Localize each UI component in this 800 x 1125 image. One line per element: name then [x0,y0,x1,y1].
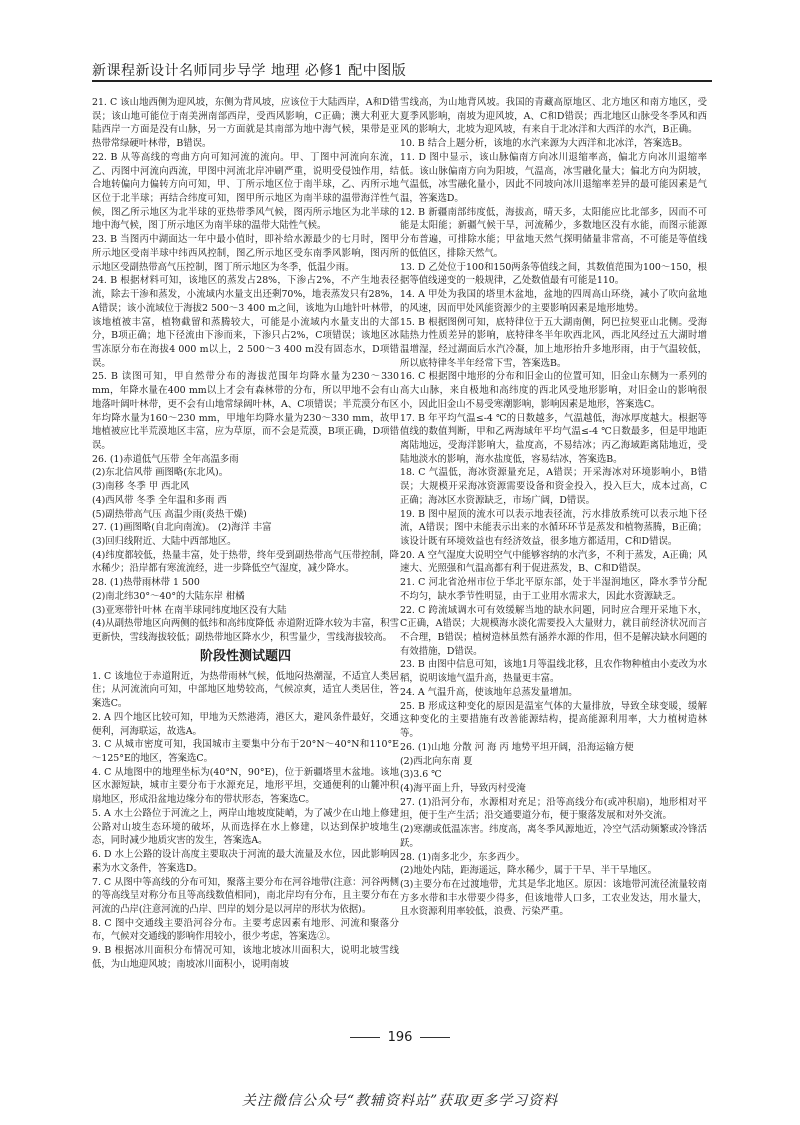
answer-item: (4)纬度都较低，热量丰富，处于热带，终年受到副热带高气压带控制，降水稀少；沿岸都有寒流流经，进一步降低空气湿度，减少降水。 [92,549,399,575]
answer-item: (2)东北信风带 画图略(东北风)。 [92,467,229,479]
answer-item: 28. (1)热带雨林带 1 500 [92,577,200,589]
answer-item: (4)海平面上升，导致丙村受淹 [400,782,526,794]
page-number-dash-right [420,1037,450,1038]
answer-item: 3. C 从城市密度可知，我国城市主要集中分布于20°N～40°N和110°E～125°E的地区，答案选C。 [92,739,399,765]
answer-item: 18. C 气温低，海冰资源量充足，A错误；开采海冰对环境影响小，B错误；大规模开采海冰资源需要设备和资金投入，投入巨大，成本过高，C正确；海冰区水资源缺乏，市场广阔，D错误。 [400,467,707,506]
left-answer-list [92,96,399,645]
left-column [92,96,399,1018]
answer-item: 22. C 跨流域调水可有效缓解当地的缺水问题，同时应合理开采地下水，C正确，A错误；大规模海水淡化需要投入大量财力，就目前经济状况而言不合理，B错误；植树造林虽然有涵养水源的作用，但不是解决缺水问题的有效措施，D错误。 [400,604,707,657]
header-title: 新课程新设计名师同步导学 地理 必修1 配中图版 [92,63,407,79]
answer-item: 24. A 气温升高，使该地年总蒸发量增加。 [400,686,578,698]
answer-item: 16. C 根据图中地形的分布和旧金山的位置可知，旧金山东侧为一系列的高大山脉，来自极地和高纬度的西北风受地形影响，对旧金山的影响很小，因此旧金山不易受寒潮影响，影响因素是地形，答案选C。 [400,371,707,410]
answer-item: 25. B 读图可知，甲自然带分布的海拔范围年均降水量为230～330 mm，年降水量在400 mm以上才会有森林带的分布，所以甲地不会有山地落叶阔叶林带，更不会有山地常绿阔叶林，A、C项错误；半荒漠分布区年均降水量为160～230 mm，甲地年均降水量为230～330 mm，故甲地植被应比半荒漠地区丰富，应为草原，而不会是荒漠，B项正确，D项错误。 [92,371,399,451]
answer-item: 5. A 水土公路位于河流之上，两岸山地坡度陡峭，为了减少在山地上修建公路对山坡生态环境的破坏，从而选择在水上修建，以达到保护坡地生态，同时减少地质灾害的发生，答案选A。 [92,807,399,847]
answer-item: 23. B 当图丙中湖面达一年中最小值时，即补给水源最少的七月时，图甲所示地区受南半球中纬西风控制，图乙所示地区受东南季风影响，图丙所示地区受副热带高气压控制，图丁所示地区为冬季，低温少雨。 [92,234,399,273]
answer-item: 27. (1)画图略(自北向南流)。 (2)海洋 丰富 [92,522,272,534]
footer-note: 关注微信公众号“教辅资料站”获取更多学习资料 [241,1093,559,1109]
answer-item: (2)南北纬30°～40°的大陆东岸 柑橘 [92,590,245,602]
answer-item: (4)西风带 冬季 全年温和多雨 西 [92,494,227,506]
answer-item: 21. C 该山地西侧为迎风坡，东侧为背风坡，应该位于大陆西岸，A和D错误；该山地可能位于南美洲南部西岸，受西风影响，C正确；澳大利亚大陆西岸一方面是没有山脉，另一方面就是其南部为地中海气候，果带是亚热带常绿硬叶林带，B错误。 [92,97,399,150]
answer-item: 12. B 新疆南部纬度低，海拔高，晴天多，太阳能应比北部多，因而不可能是太阳能；新疆气候干旱，河流稀少，多数地区没有水能，而图示能源分布普遍，可排除水能；甲盆地天然气探明储量非常高，不可能是等值线的低值区，排除天然气。 [400,206,707,259]
answer-item: 1. C 该地位于赤道附近，为热带雨林气候，低地闷热潮湿，不适宜人类居住；从河流流向可知，中部地区地势较高，气候凉爽，适宜人类居住，答案选C。 [92,670,399,710]
answer-item: 11. D 图中显示，该山脉偏南方向冰川退缩率高，偏北方向冰川退缩率低。该山脉偏南方向为阳坡，气温高，冰雪融化量大；偏北方向为阴坡，气温低，冰雪融化量小，因此不同坡向冰川退缩率差异的最可能因素是气温，答案选D。 [400,151,707,205]
answer-item: 22. B 从等高线的弯曲方向可知河流的流向。甲、丁图中河流向东流，乙、丙图中河流向西流，甲图中河流北岸冲刷严重，说明受侵蚀作用，结合地转偏向力偏转方向可知，甲、丁所示地区位于南半球，乙、丙所示地区位于北半球；再结合纬度可知，图甲所示地区为南半球的温带海洋性气候，图乙所示地区为北半球的亚热带季风气候，图丙所示地区为北半球的地中海气候，图丁所示地区为南半球的温带大陆性气候。 [92,151,399,232]
answer-item: 15. B 根据图例可知，底特律位于五大湖南侧，阿巴拉契亚山北侧。受海陆热力性质差异的影响，底特律冬半年吹西北风，西北风经过五大湖时增温增湿，经过湖面后水汽冷凝，加上地形抬升多地形雨，由于气温较低，所以底特律冬半年经常下雪，答案选B。 [400,316,707,369]
answer-item: 17. B 年平均气温≤-4 ℃的日数越多，气温越低，海冰厚度越大。根据等值线的数值判断，甲和乙两海域年平均气温≤-4 ℃日数最多，但是甲地距离陆地远，受海洋影响大，盐度高，不易结冰；丙乙海域距离陆地近，受陆地淡水的影响，海水盐度低，容易结冰，答案选B。 [400,412,707,465]
answer-item: 20. A 空气湿度大说明空气中能够容纳的水汽多，不利于蒸发，A正确；风速大、光照强和气温高都有利于促进蒸发，B、C和D错误。 [400,549,707,575]
right-column [400,96,707,1018]
answer-item: 24. B 根据材料可知，该地区的蒸发占28%，下渗占2%，不产生地表径流，除去干渗和蒸发，小流域内水量支出还剩70%，地表蒸发只有28%，A错误；该小流域位于海拔2 500～3 400 m之间，该地为山地针叶林带，该地植被丰富，植物截留和蒸腾较大，可能是小流域内水量支出的大部分，B项正确；地下径流由下渗而来，下渗只占2%，C项错误；该地区冰雪冻原分布在海拔4 000 m以上，2 500～3 400 m没有固态水，D项错误。 [92,275,399,369]
answer-item: 25. B 形成这种变化的原因是温室气体的大量排放，导致全球变暖，缓解这种变化的主要措施有改善能源结构，提高能源利用率，大力植树造林等。 [400,700,707,740]
answer-item: 27. (1)沿河分布，水源相对充足；沿等高线分布(或冲积扇)，地形相对平坦，便于生产生活；沿交通要道分布，便于聚落发展和对外交流。 [400,796,707,822]
answer-item: (4)从副热带地区向两侧的低纬和高纬度降低 赤道附近降水较为丰富，积雪更新快，雪线海拔较低；副热带地区降水少，积雪量少，雪线海拔较高。 [92,618,399,644]
answer-item: 13. D 乙处位于100和150两条等值线之间，其数值范围为100～150，根据等值线递变的一般规律，乙处数值最有可能是110。 [400,261,707,287]
answer-item: 8. C 图中交通线主要沿河谷分布。主要考虑因素有地形、河流和聚落分布，气候对交通线的影响作用较小，很少考虑，答案选②。 [92,917,399,943]
left-answer-list-2 [92,670,399,972]
right-answer-list [400,96,707,919]
answer-item: (2)地处内陆，距海遥远，降水稀少，属于干旱、半干旱地区。 [400,865,658,877]
answer-item: (2)寒潮或低温冻害。纬度高，离冬季风源地近，冷空气活动频繁或冷锋活跃。 [400,824,707,849]
answer-item: (3)主要分布在过渡地带，尤其是华北地区。原因：该地带河流径流量较南方多水带和丰水带要少得多，但该地带人口多，工农业发达，用水量大，且水资源利用率较低，浪费、污染严重。 [400,878,707,918]
answer-item: 9. B 根据冰川面积分布情况可知，该地北坡冰川面积大，说明北坡雪线低，为山地迎风坡；南坡冰川面积小，说明南坡 [92,945,399,970]
header-rule [92,80,712,82]
answer-item: 7. C 从图中等高线的分布可知，聚落主要分布在河谷地带(注意：河谷两侧的等高线呈对称分布且等高线数值相同)，南北岸均有分布，且主要分布在河流的凸岸(注意河流的凸岸、凹岸的划分是以河岸的形状为依据)。 [92,876,399,915]
page-header [92,56,712,82]
answer-item: 26. (1)赤道低气压带 全年高温多雨 [92,453,239,465]
answer-item: (5)副热带高气压 高温少雨(炎热干燥) [92,508,247,520]
answer-item: 21. C 河北省沧州市位于华北平原东部，处于半湿润地区，降水季节分配不均匀，缺水季节性明显，由于工业用水需求大，因此水资源缺乏。 [400,577,707,602]
answer-item: (2)西北向东南 夏 [400,755,473,767]
answer-item: (3)3.6 ℃ [400,769,442,781]
answer-item: 14. A 甲处为我国的塔里木盆地，盆地的四周高山环绕，减小了吹向盆地的风速，因而甲处风能资源少的主要影响因素是地形地势。 [400,289,707,314]
answer-item: (3)亚寒带针叶林 在南半球同纬度地区没有大陆 [92,604,287,616]
answer-item: 19. B 图中屋顶的流水可以表示地表径流，污水排放系统可以表示地下径流，A错误；图中未能表示出来的水循环环节是蒸发和植物蒸腾，B正确；该设计既有环境效益也有经济效益，很多地方都适用，C和D错误。 [400,508,707,547]
answer-item: 4. C 从地图中的地理坐标为(40°N，90°E)，位于新疆塔里木盆地。该地区水源短缺，城市主要分布于水源充足，地形平坦，交通便利的山麓冲积扇地区，形成沿盆地边缘分布的带状形态，答案选C。 [92,766,399,806]
answer-item: 23. B 由图中信息可知，该地1月等温线北移，且农作物种植由小麦改为水稻，说明该地气温升高，热量更丰富。 [400,659,707,685]
page-number [0,1030,800,1045]
answer-item: (3)回归线附近、大陆中西部地区。 [92,536,237,547]
section-title: 阶段性测试题四 [199,648,291,664]
answer-item: 10. B 结合上题分析，该地的水汽来源为大西洋和北冰洋，答案选B。 [400,138,688,150]
answer-item: 2. A 四个地区比较可知，甲地为天然港湾，港区大，避风条件最好，交通便利，河海联运，故选A。 [92,711,399,737]
answer-item: 28. (1)南多北少，东多西少。 [400,851,525,863]
answer-item: 雪线高，为山地背风坡。我国的青藏高原地区、北方地区和南方地区，受夏季风影响，南坡为迎风坡，A、C和D错误；西北地区山脉受冬季风和西风的影响大，北坡为迎风坡，有来自于北冰洋和大西洋的水汽，B正确。 [400,97,707,136]
answer-item: (3)南移 冬季 甲 西北风 [92,481,190,493]
page-number-dash-left [350,1037,380,1038]
page-number-value: 196 [387,1030,413,1045]
answer-item: 26. (1)山地 分散 河 海 丙 地势平坦开阔，沿海运输方便 [400,741,634,753]
answer-item: 6. D 水上公路的设计高度主要取决于河流的最大流量及水位，因此影响因素为水文条件，答案选D。 [92,849,399,874]
